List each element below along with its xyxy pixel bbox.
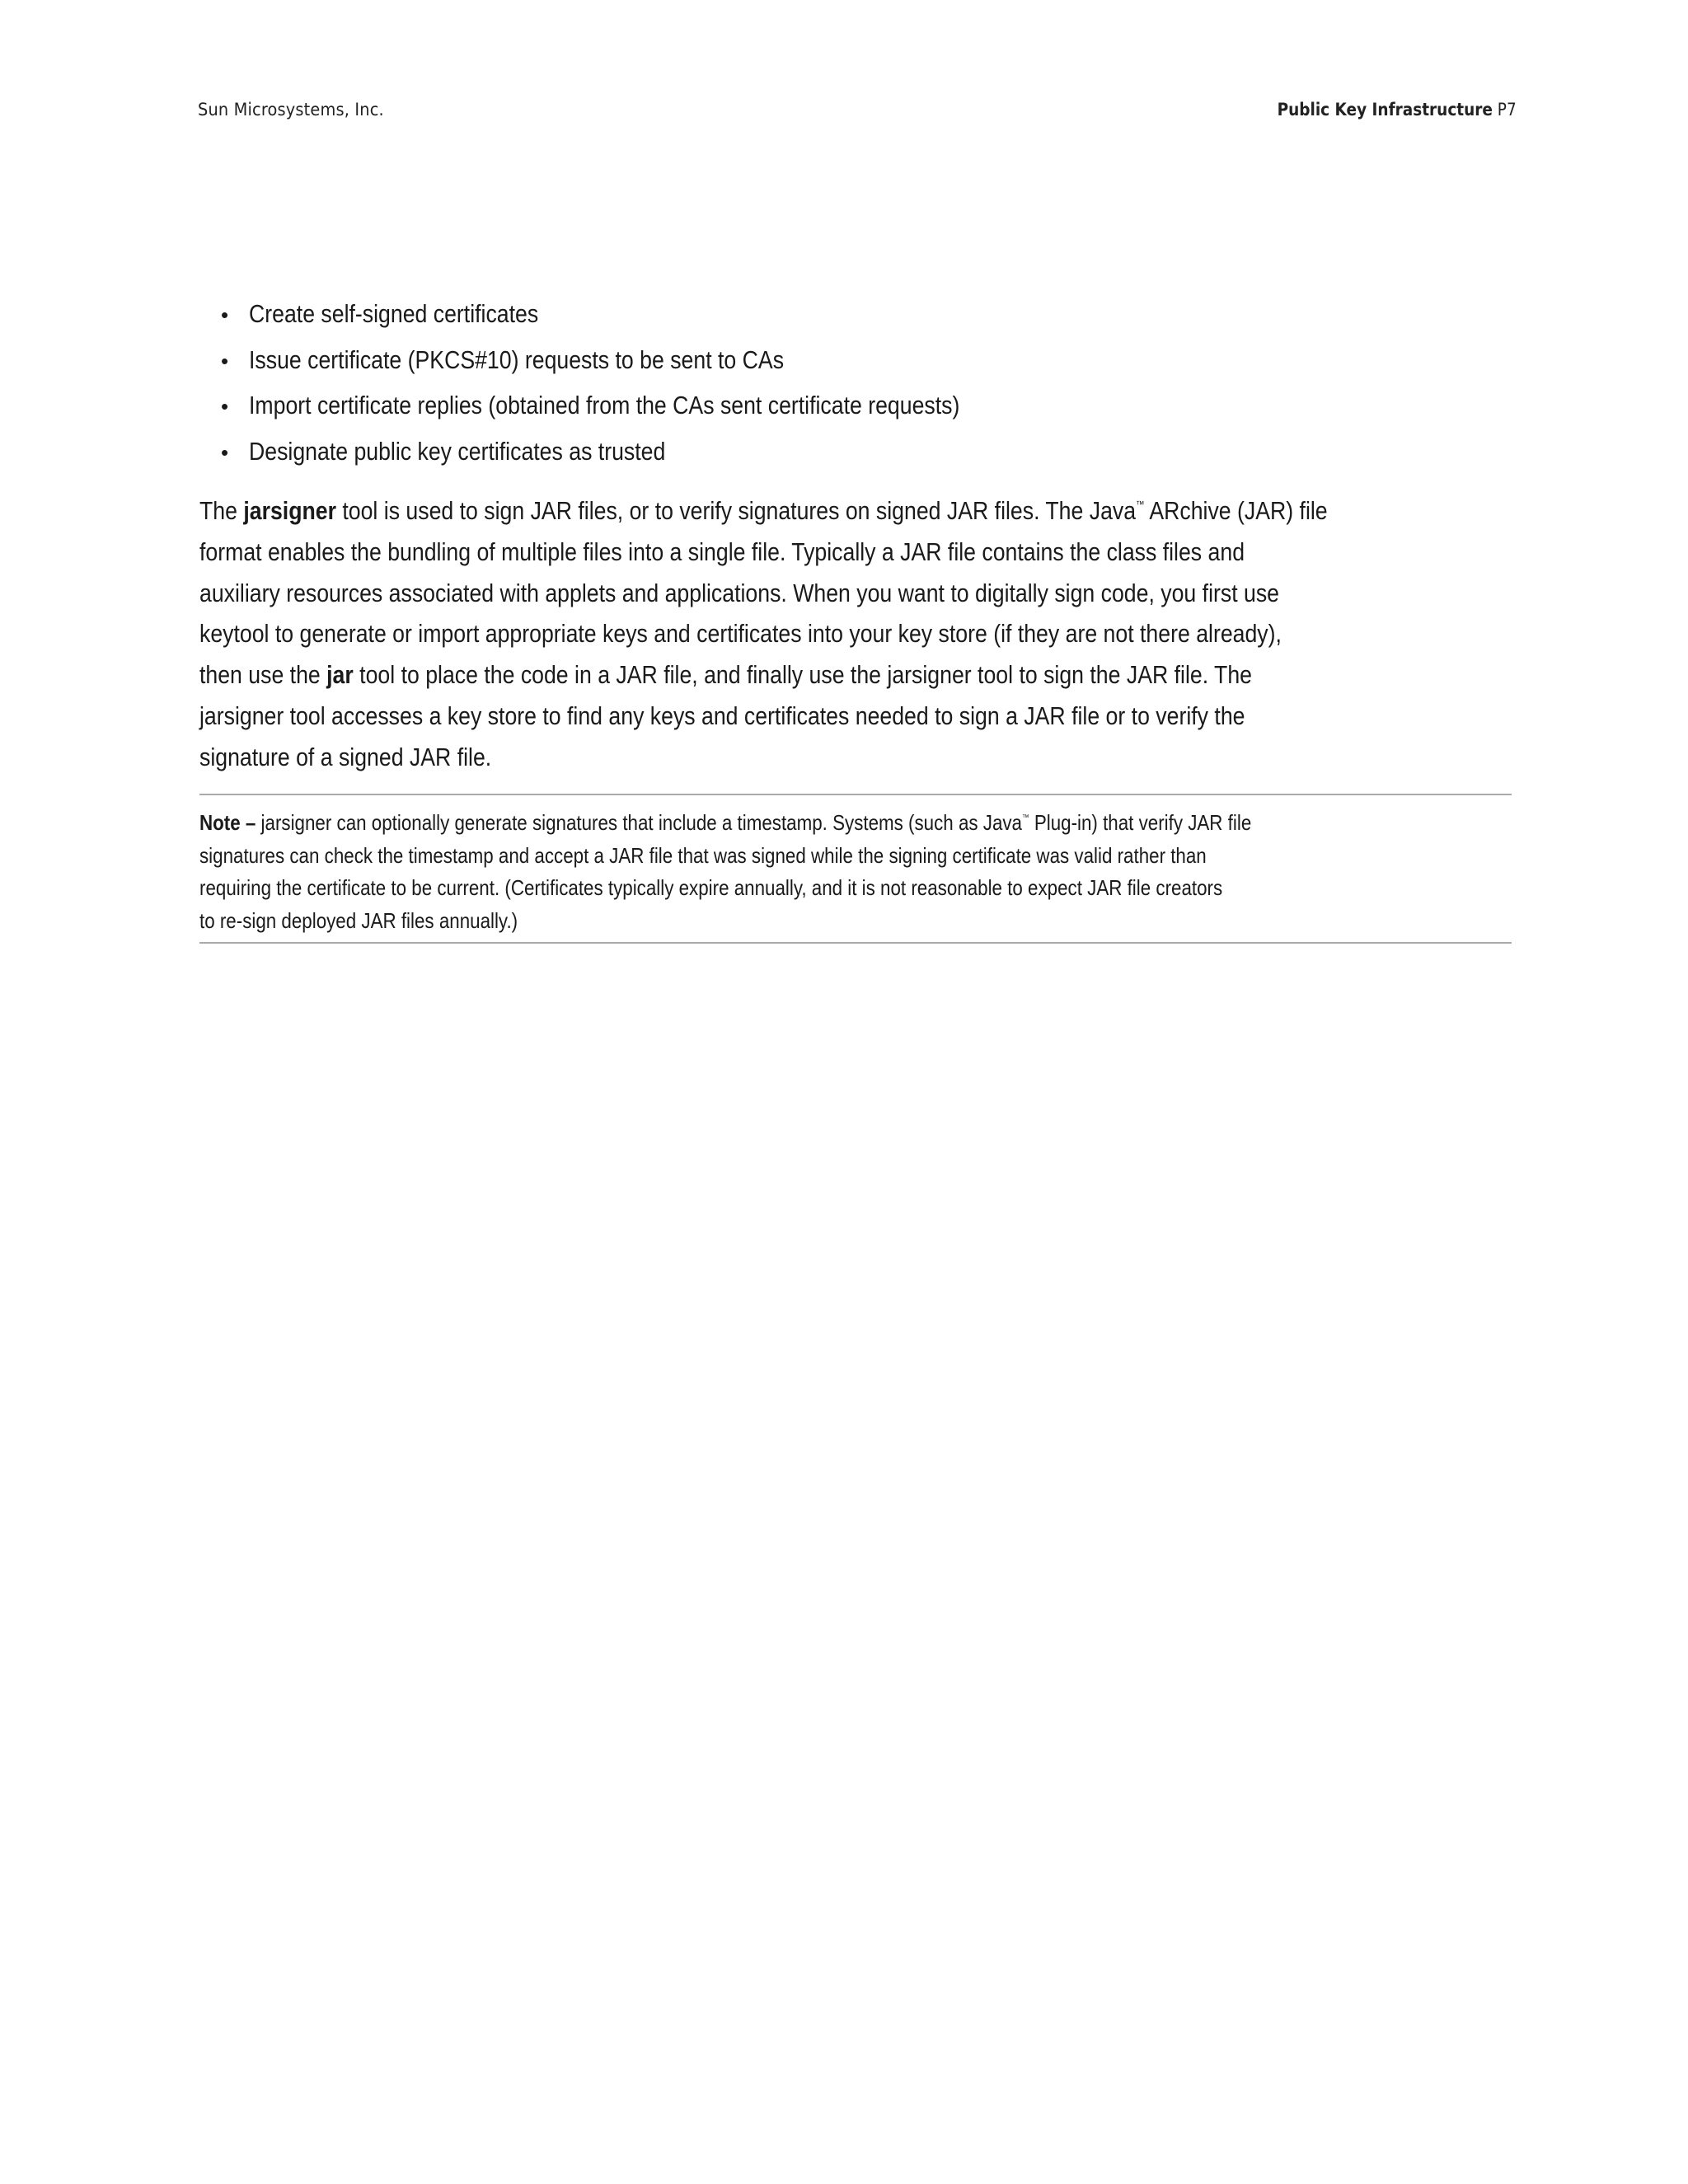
bullet-icon: • [221,302,229,327]
list-item: • Create self-signed certificates [221,295,1076,341]
list-item: • Issue certificate (PKCS#10) requests to be sent to CAs [221,341,1076,387]
header-company: Sun Microsystems, Inc. [198,100,384,120]
header-section [1278,100,1517,120]
list-item: • Designate public key certificates as trusted [221,433,1076,479]
bullet-icon: • [221,348,229,373]
section-title: Public Key Infrastructure [1277,100,1493,120]
term-jar: jar [326,660,354,690]
note-label: Note – [199,810,256,835]
trademark-symbol: ™ [1022,813,1029,823]
list-item: • Import certificate replies (obtained from the CAs sent certificate requests) [221,387,1076,433]
note-box: Note – jarsigner can optionally generate signatures that include a timestamp. Systems (such as Java™ Plug-in) that verify JAR file signatures can check the timestamp and accept a JAR file that was signed while the signing certificate was valid rather than requiring the certificate to be current. (Certificates typically expire annually, and it is not reasonable to expect JAR file creators to re-sign deployed JAR files annually.) [199,794,1512,944]
capability-list [221,295,1076,478]
bullet-icon: • [221,439,229,465]
trademark-symbol: ™ [1136,499,1145,510]
page-number: P7 [1498,100,1517,120]
bullet-icon: • [221,394,229,419]
term-jarsigner: jarsigner [243,496,336,525]
jarsigner-paragraph: The jarsigner tool is used to sign JAR files, or to verify signatures on signed JAR files. The Java™ ARchive (JAR) file format enables the bundling of multiple files into a single file. Typically a JAR file contains the class files and auxiliary resources associated with applets and applications. When you want to digitally sign code, you first use keytool to generate or import appropriate keys and certificates into your key store (if they are not there already), then use the jar tool to place the code in a JAR file, and finally use the jarsigner tool to sign the JAR file. The jarsigner tool accesses a key store to find any keys and certificates needed to sign a JAR file or to verify the signature of a signed JAR file. [199,496,1328,771]
